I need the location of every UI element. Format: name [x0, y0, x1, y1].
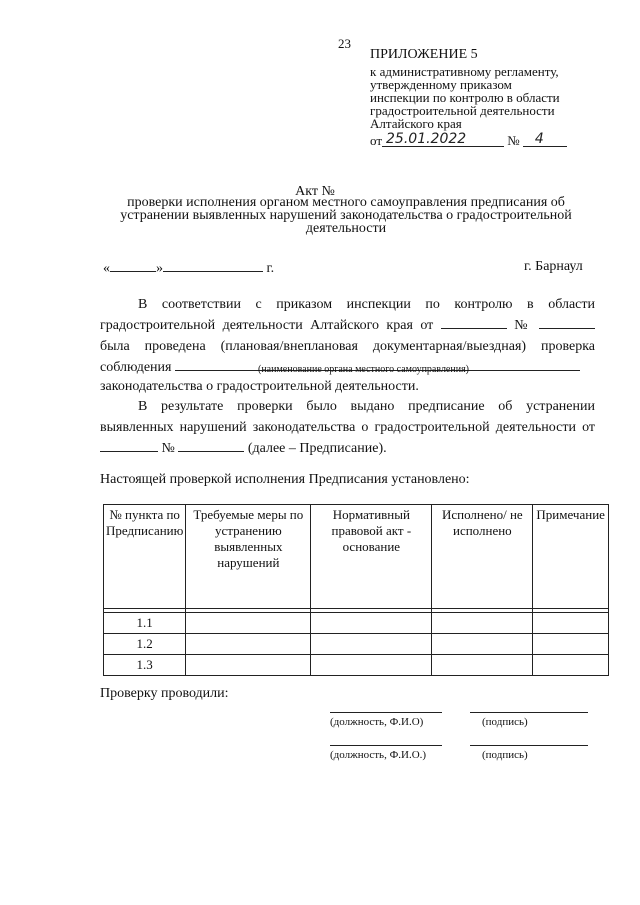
position-caption-2: (должность, Ф.И.О.) — [330, 749, 427, 761]
order-number-blank — [539, 316, 595, 329]
prescription-number-blank — [178, 439, 244, 452]
header-item-no: № пункта по Предписанию — [104, 505, 186, 609]
handwritten-number: 4 — [534, 131, 544, 147]
appendix-title: ПРИЛОЖЕНИЕ 5 — [370, 47, 478, 62]
signature-caption-1: (подпись) — [482, 716, 528, 728]
appendix-line: инспекции по контролю в области — [370, 90, 560, 105]
table-row — [104, 613, 609, 634]
paragraph-2: В результате проверки было выдано предписание об устранении выявленных нарушений законодательства о градостроительной деятельности от № (далее – Предписание). — [100, 399, 596, 456]
row-number: 1.1 — [104, 613, 186, 634]
prescription-date-blank — [100, 439, 158, 452]
table-row — [104, 655, 609, 676]
header-note: Примечание — [533, 505, 609, 609]
signature-line-1 — [470, 712, 588, 713]
day-blank — [110, 259, 156, 272]
appendix-block — [370, 48, 610, 147]
header-legal-act: Нормативный правовой акт - основание — [311, 505, 432, 609]
year-suffix: г. — [266, 261, 275, 276]
date-line: « » г. — [103, 261, 275, 276]
from-label: от — [370, 133, 383, 148]
paragraph-1: В соответствии с приказом инспекции по контролю в области градостроительной деятельности Алтайского края от № была проведена (плановая/внеплановая документарная/выездная) проверка соблюдения — [100, 297, 595, 375]
position-line-1 — [330, 712, 442, 713]
inspectors-label: Проверку проводили: — [100, 686, 229, 701]
number-field — [523, 132, 567, 147]
city-label: г. Барнаул — [524, 259, 583, 274]
appendix-line: утвержденному приказом — [370, 77, 512, 92]
handwritten-date: 25.01.2022 — [386, 131, 467, 147]
header-status: Исполнено/ не исполнено — [432, 505, 533, 609]
row-number: 1.2 — [104, 634, 186, 655]
number-label: № — [507, 133, 520, 148]
order-date-blank — [441, 316, 507, 329]
row-number: 1.3 — [104, 655, 186, 676]
position-caption-1: (должность, Ф.И.О) — [330, 716, 424, 728]
paragraph-1-end: законодательства о градостроительной деятельности. — [100, 379, 419, 394]
page-number: 23 — [338, 36, 351, 51]
appendix-line: Алтайского края — [370, 116, 462, 131]
position-line-2 — [330, 745, 442, 746]
act-subtitle: проверки исполнения органом местного самоуправления предписания об устранении выявленных нарушений законодательства о градостроительной деятельности — [120, 195, 572, 236]
established-label: Настоящей проверкой исполнения Предписания установлено: — [100, 472, 470, 487]
results-table — [103, 504, 609, 676]
table-row — [104, 634, 609, 655]
municipality-caption: (наименование органа местного самоуправления) — [258, 364, 470, 375]
date-field — [382, 132, 504, 147]
appendix-line: к административному регламенту, — [370, 64, 559, 79]
appendix-date-line — [370, 132, 610, 147]
act-title: Акт № — [295, 184, 335, 199]
signature-line-2 — [470, 745, 588, 746]
header-measures: Требуемые меры по устранению выявленных нарушений — [186, 505, 311, 609]
month-blank — [163, 259, 263, 272]
signature-caption-2: (подпись) — [482, 749, 528, 761]
appendix-line: градостроительной деятельности — [370, 103, 555, 118]
table-header-row — [104, 505, 609, 609]
